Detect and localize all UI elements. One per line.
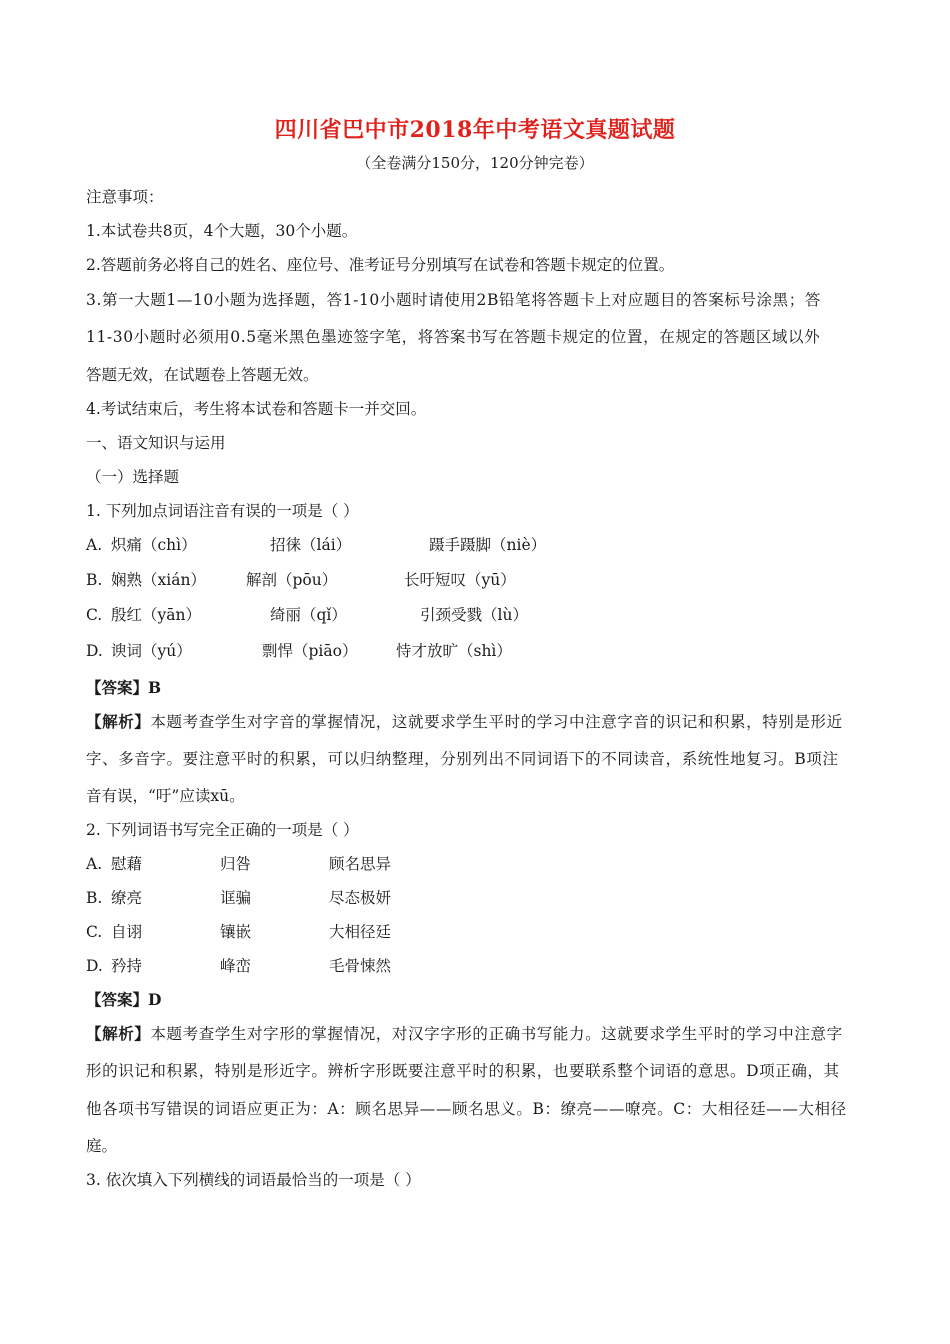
option-label: B. [86, 571, 103, 589]
option-item: 娴熟（xián） [111, 571, 206, 589]
analysis-line [86, 1023, 843, 1045]
analysis-line: 庭。 [86, 1137, 118, 1155]
question-stem: 1. 下列加点词语注音有误的一项是（ ） [86, 502, 359, 520]
option-item: 大相径廷 [329, 923, 392, 941]
analysis-tag: 【解析】 [86, 1024, 151, 1043]
option-item: 顾名思异 [329, 855, 392, 873]
option-label: A. [86, 855, 103, 873]
option-label: C. [86, 606, 103, 624]
answer-label: 【答案】D [86, 990, 162, 1009]
option-item: 绮丽（qǐ） [270, 606, 347, 624]
option-item: 剽悍（piāo） [262, 642, 358, 660]
option-label: C. [86, 923, 103, 941]
subsection-heading: （一）选择题 [86, 468, 180, 486]
option-item: 蹑手蹑脚（niè） [429, 536, 547, 554]
option-label: A. [86, 536, 103, 554]
option-item: 毛骨悚然 [329, 957, 392, 975]
answer-label: 【答案】B [86, 678, 162, 697]
option-item: 尽态极妍 [329, 889, 392, 907]
option-item: 缭亮 [111, 889, 143, 907]
analysis-line: 音有误，“吁”应读xū。 [86, 787, 245, 805]
page-title: 四川省巴中市2018年中考语文真题试题 [274, 117, 676, 143]
option-item: 自诩 [111, 923, 143, 941]
analysis-line: 他各项书写错误的词语应更正为：A：顾名思异——顾名思义。B：缭亮——嘹亮。C：大相径廷——大相径 [86, 1100, 847, 1118]
notice-item: 4.考试结束后，考生将本试卷和答题卡一并交回。 [86, 400, 427, 418]
notice-heading: 注意事项： [86, 188, 164, 206]
question-stem: 3. 依次填入下列横线的词语最恰当的一项是（ ） [86, 1171, 421, 1189]
notice-item: 1.本试卷共8页，4个大题，30个小题。 [86, 222, 358, 240]
analysis-line: 字、多音字。要注意平时的积累，可以归纳整理，分别列出不同词语下的不同读音，系统性地复习。B项注 [86, 750, 839, 768]
analysis-text: 本题考查学生对字音的掌握情况，这就要求学生平时的学习中注意字音的识记和积累，特别是形近 [150, 713, 843, 731]
notice-item: 2.答题前务必将自己的姓名、座位号、准考证号分别填写在试卷和答题卡规定的位置。 [86, 256, 675, 274]
notice-item: 11-30小题时必须用0.5毫米黑色墨迹签字笔，将答案书写在答题卡规定的位置，在规定的答题区域以外 [86, 328, 821, 346]
option-item: 炽痛（chì） [111, 536, 197, 554]
notice-item: 3.第一大题1—10小题为选择题，答1-10小题时请使用2B铅笔将答题卡上对应题目的答案标号涂黑；答 [86, 291, 821, 309]
option-item: 殷红（yān） [111, 606, 201, 624]
notice-item: 答题无效，在试题卷上答题无效。 [86, 366, 319, 384]
page-subtitle: （全卷满分150分，120分钟完卷） [356, 154, 594, 172]
option-item: 解剖（pōu） [246, 571, 338, 589]
analysis-text: 本题考查学生对字形的掌握情况，对汉字字形的正确书写能力。这就要求学生平时的学习中注意字 [150, 1025, 843, 1043]
option-label: D. [86, 957, 103, 975]
option-item: 诓骗 [220, 889, 252, 907]
question-stem: 2. 下列词语书写完全正确的一项是（ ） [86, 821, 359, 839]
option-item: 峰峦 [220, 957, 252, 975]
analysis-line [86, 711, 843, 733]
option-item: 招徕（lái） [270, 536, 352, 554]
section-heading: 一、语文知识与运用 [86, 434, 226, 452]
option-item: 慰藉 [111, 855, 143, 873]
option-item: 长吁短叹（yū） [404, 571, 516, 589]
option-item: 归咎 [220, 855, 252, 873]
analysis-tag: 【解析】 [86, 712, 151, 731]
option-label: B. [86, 889, 103, 907]
option-item: 引颈受戮（lù） [420, 606, 528, 624]
option-item: 谀词（yú） [111, 642, 192, 660]
option-item: 矜持 [111, 957, 143, 975]
analysis-line: 形的识记和积累，特别是形近字。辨析字形既要注意平时的积累，也要联系整个词语的意思。D项正确，其 [86, 1062, 840, 1080]
option-item: 镶嵌 [220, 923, 252, 941]
option-label: D. [86, 642, 103, 660]
option-item: 恃才放旷（shì） [396, 642, 512, 660]
